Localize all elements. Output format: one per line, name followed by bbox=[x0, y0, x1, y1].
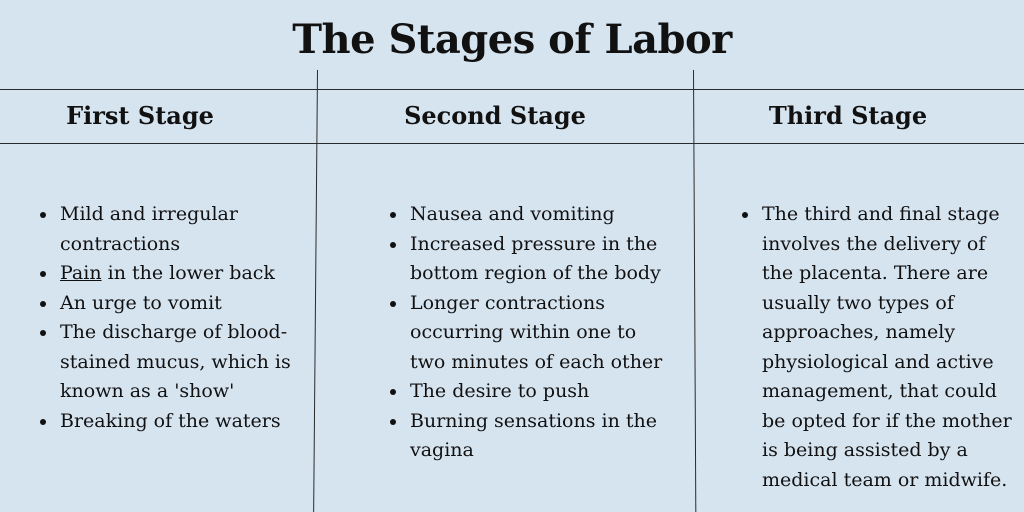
list-item: • Breaking of the waters bbox=[58, 407, 308, 437]
list-item: • Burning sensations in the vagina bbox=[408, 407, 673, 466]
list-item-text: in the lower back bbox=[107, 262, 275, 284]
page-title: The Stages of Labor bbox=[292, 16, 732, 63]
list-item: • Increased pressure in the bottom region of the body bbox=[408, 230, 673, 289]
first-stage-heading: First Stage bbox=[66, 101, 214, 130]
second-stage-list bbox=[390, 200, 673, 466]
second-stage-heading: Second Stage bbox=[404, 101, 586, 130]
third-stage-list bbox=[742, 200, 1022, 495]
first-stage-list bbox=[40, 200, 308, 436]
list-item: • The third and final stage involves the delivery of the placenta. There are usually two types of approaches, namely physiological and active management, that could be opted for if the mother is being assisted by a medical team or midwife. bbox=[760, 200, 1022, 495]
third-stage-heading: Third Stage bbox=[768, 101, 928, 130]
column-divider-2 bbox=[693, 70, 696, 512]
pain-link[interactable]: Pain bbox=[60, 262, 102, 284]
list-item: • Nausea and vomiting bbox=[408, 200, 673, 230]
list-item bbox=[58, 259, 308, 289]
header-top-divider bbox=[0, 89, 1024, 90]
list-item: • Longer contractions occurring within one to two minutes of each other bbox=[408, 289, 673, 378]
header-bottom-divider bbox=[0, 143, 1024, 144]
column-divider-1 bbox=[313, 70, 318, 512]
list-item: • The desire to push bbox=[408, 377, 673, 407]
list-item: • Mild and irregular contractions bbox=[58, 200, 308, 259]
list-item: • The discharge of blood-stained mucus, which is known as a 'show' bbox=[58, 318, 308, 407]
list-item: • An urge to vomit bbox=[58, 289, 308, 319]
